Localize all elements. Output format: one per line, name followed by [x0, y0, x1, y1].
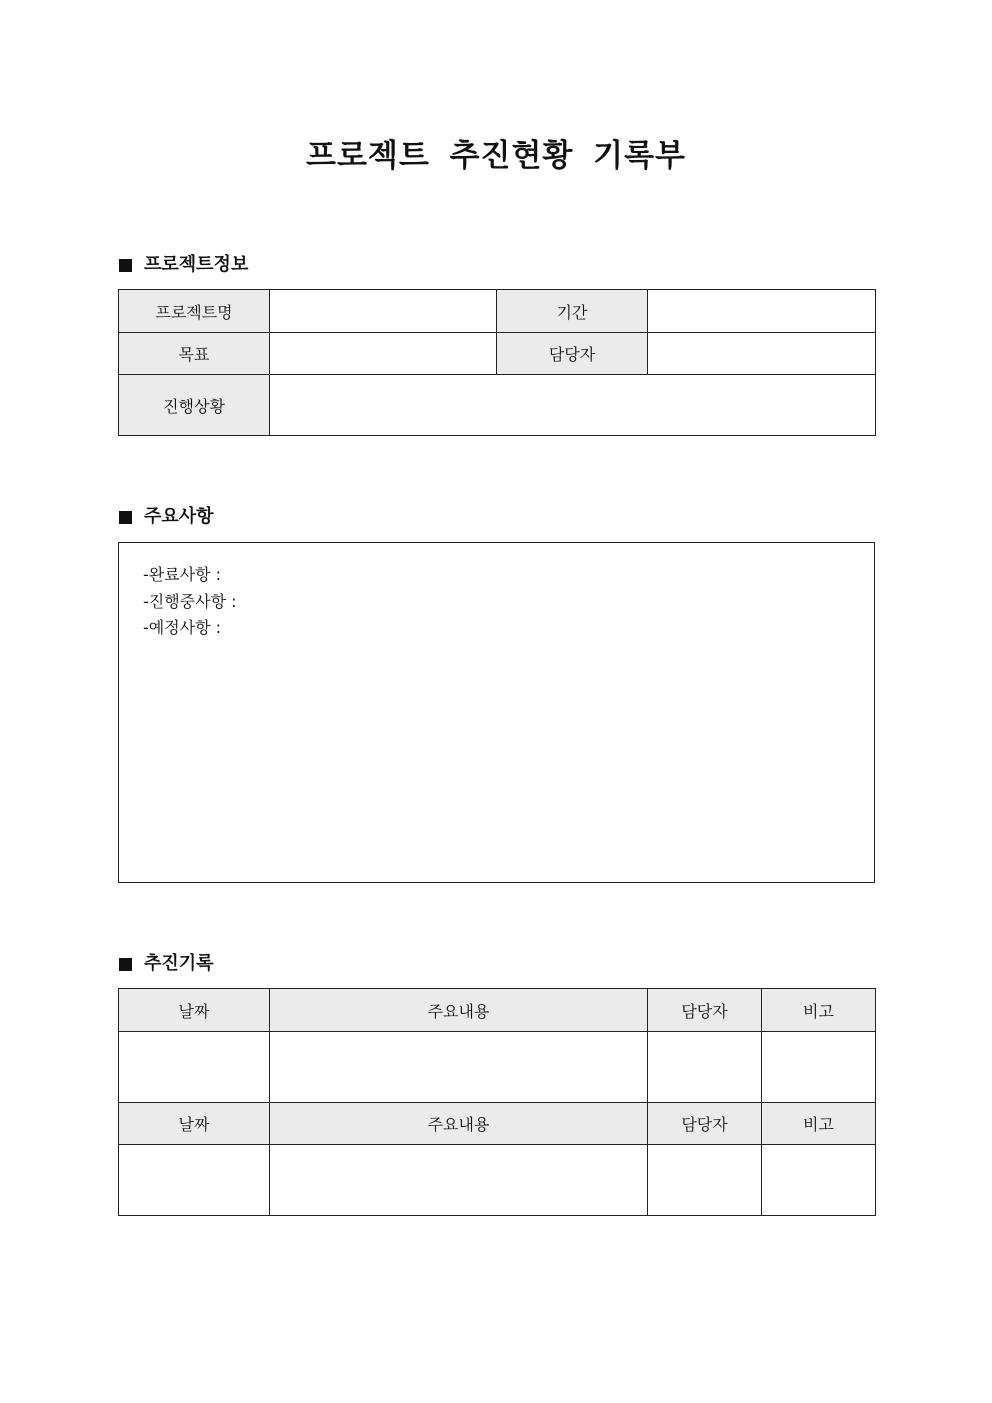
- section-heading-label: 추진기록: [144, 953, 214, 974]
- table-row: [119, 1103, 876, 1145]
- planned-items-line: -예정사항 :: [143, 618, 222, 637]
- section-heading-key-items: [119, 505, 214, 529]
- content-header: 주요내용: [270, 989, 648, 1032]
- square-bullet-icon: [119, 511, 132, 524]
- status-field[interactable]: [270, 375, 876, 436]
- manager-field[interactable]: [648, 333, 876, 375]
- square-bullet-icon: [119, 958, 132, 971]
- table-row: [119, 333, 876, 375]
- section-heading-project-info: [119, 253, 248, 277]
- remark-header: 비고: [762, 1103, 876, 1145]
- date-field[interactable]: [119, 1032, 270, 1103]
- table-row: [119, 375, 876, 436]
- manager-header: 담당자: [648, 989, 762, 1032]
- content-header: 주요내용: [270, 1103, 648, 1145]
- page-title: 프로젝트 추진현황 기록부: [306, 138, 686, 174]
- in-progress-items-line: -진행중사항 :: [143, 591, 237, 611]
- manager-header: 담당자: [648, 1103, 762, 1145]
- date-header: 날짜: [119, 1103, 270, 1145]
- status-label: 진행상황: [119, 375, 270, 436]
- section-heading-label: 주요사항: [144, 506, 214, 527]
- content-field[interactable]: [270, 1032, 648, 1103]
- period-field[interactable]: [648, 290, 876, 333]
- table-row: [119, 1145, 876, 1216]
- manager-field[interactable]: [648, 1145, 762, 1216]
- manager-field[interactable]: [648, 1032, 762, 1103]
- table-row: [119, 1032, 876, 1103]
- remark-header: 비고: [762, 989, 876, 1032]
- manager-label: 담당자: [497, 333, 648, 375]
- key-items-lines: [143, 562, 237, 642]
- remark-field[interactable]: [762, 1145, 876, 1216]
- period-label: 기간: [497, 290, 648, 333]
- section-heading-label: 프로젝트정보: [144, 254, 249, 275]
- goal-field[interactable]: [270, 333, 497, 375]
- project-info-table: [118, 289, 876, 436]
- completed-items-line: -완료사항 :: [143, 565, 222, 584]
- key-items-box[interactable]: [118, 542, 875, 883]
- section-heading-progress-log: [119, 952, 214, 976]
- remark-field[interactable]: [762, 1032, 876, 1103]
- content-field[interactable]: [270, 1145, 648, 1216]
- square-bullet-icon: [119, 259, 132, 272]
- table-row: [119, 989, 876, 1032]
- table-row: [119, 290, 876, 333]
- project-name-field[interactable]: [270, 290, 497, 333]
- goal-label: 목표: [119, 333, 270, 375]
- project-name-label: 프로젝트명: [119, 290, 270, 333]
- date-header: 날짜: [119, 989, 270, 1032]
- progress-log-table: [118, 988, 876, 1216]
- date-field[interactable]: [119, 1145, 270, 1216]
